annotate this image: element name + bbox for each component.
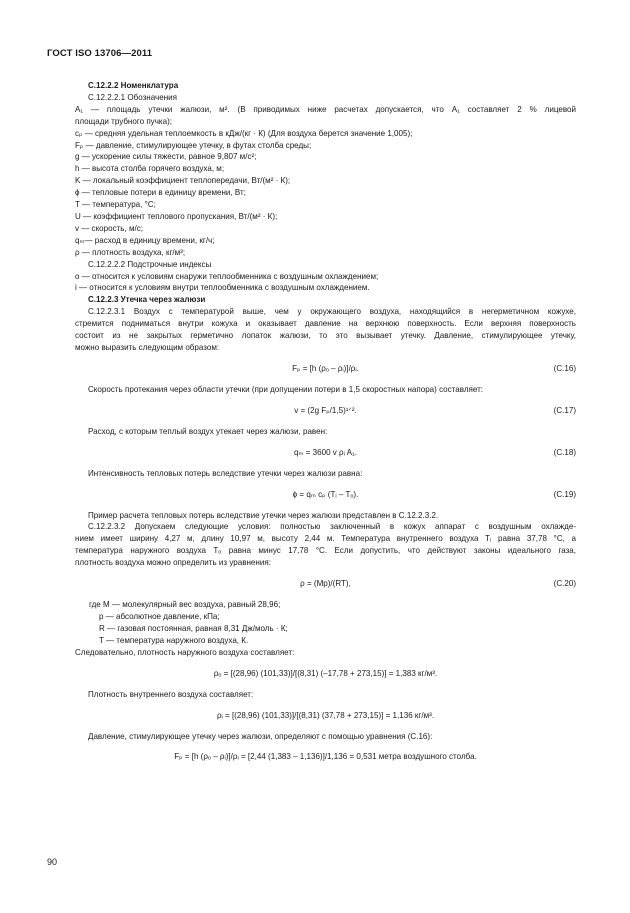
equation-rho-inside [75, 710, 576, 722]
equation-c18 [75, 447, 576, 459]
equation-number: (С.20) [553, 579, 576, 589]
section-heading: С.12.2.2 Номенклатура [88, 81, 179, 90]
symbol-line: площади трубного пучка); [75, 116, 172, 126]
equation-formula: ρ = (Mp)/(RT), [300, 579, 351, 589]
paragraph-line: Расход, с которым теплый воздух утекает через жалюзи, равен: [88, 426, 328, 436]
standard-header: ГОСТ ISO 13706—2011 [47, 48, 153, 59]
equation-number: (С.19) [553, 489, 576, 499]
symbol-line: Fₚ — давление, стимулирующее утечку, в футах столба среды; [75, 140, 312, 150]
subsection-heading: С.12.2.2.2 Подстрочные индексы [88, 259, 212, 269]
paragraph-line: Скорость протекания через области утечки (при допущении потери в 1,5 скоростных напора) составляет: [88, 384, 484, 394]
symbol-line: i — относится к условиям внутри теплообменника с воздушным охлаждением. [75, 283, 370, 293]
symbol-line: ϕ — тепловые потери в единицу времени, Вт; [75, 188, 246, 198]
equation-number: (С.17) [553, 405, 576, 415]
symbol-line: K — локальный коэффициент теплопередачи, Вт/(м² · К); [75, 176, 291, 186]
page-content [75, 80, 576, 763]
paragraph-line: С.12.2.3.2 Допускаем следующие условия: полностью заключенный в кожух аппарат с воздушным охлажде- [88, 522, 576, 532]
paragraph-line: температура наружного воздуха Tₒ равна минус 17,78 °С. Если допустить, что действуют законы идеального газа, [75, 546, 576, 556]
equation-formula: ρₒ = [(28,96) (101,33)]/[(8,31) (–17,78 + 273,15)] = 1,383 кг/м³. [213, 668, 438, 678]
paragraph-line: Плотность внутреннего воздуха составляет: [88, 689, 254, 699]
paragraph-line: Интенсивность тепловых потерь вследствие утечки через жалюзи равна: [88, 468, 363, 478]
equation-formula: Fₚ = [h (ρₒ – ρᵢ)]/ρᵢ = [2,44 (1,383 – 1,136)]/1,136 = 0,531 метра воздушного столба. [174, 752, 477, 762]
page-number: 90 [47, 857, 58, 867]
symbol-line: о — относится к условиям снаружи теплообменника с воздушным охлаждением; [75, 271, 379, 281]
equation-formula: qₘ = 3600 v ρᵢ A₁. [293, 447, 357, 457]
where-item: p — абсолютное давление, кПа; [99, 612, 220, 621]
where-item: где M — молекулярный вес воздуха, равный 28,96; [89, 600, 281, 610]
equation-formula: ρᵢ = [(28,96) (101,33)]/[(8,31) (37,78 + 273,15)] = 1,136 кг/м³. [216, 710, 435, 720]
symbol-line: ρ — плотность воздуха, кг/м³; [75, 247, 186, 257]
paragraph-line: можно выразить следующим образом: [75, 342, 220, 352]
equation-pressure-result [75, 751, 576, 763]
symbol-line: A₁ — площадь утечки жалюзи, м². (В приводимых ниже расчетах допускается, что A₁ составляет 2 % лицевой [75, 104, 576, 114]
symbol-line: qₘ— расход в единицу времени, кг/ч; [75, 235, 215, 245]
equation-number: (С.18) [553, 447, 576, 457]
symbol-line: v — скорость, м/с; [75, 223, 144, 233]
equation-c19 [75, 489, 576, 501]
equation-c20 [75, 578, 576, 590]
equation-c17 [75, 405, 576, 417]
paragraph-line: С.12.2.3.1 Воздух с температурой выше, чем у окружающего воздуха, находящийся в негерметичном кожухе, [88, 307, 576, 317]
symbol-line: g — ускорение силы тяжести, равное 9,807 м/с²; [75, 152, 257, 162]
paragraph-line: плотность воздуха можно определить из уравнения: [75, 558, 271, 568]
paragraph-line: Давление, стимулирующее утечку через жалюзи, определяют с помощью уравнения (С.16): [88, 731, 433, 741]
equation-c16 [75, 363, 576, 375]
equation-formula: ϕ = qₘ cₚ (Tᵢ – Tₒ). [292, 489, 359, 499]
equation-formula: Fₚ = [h (ρₒ – ρᵢ)]/ρᵢ. [292, 363, 359, 373]
equation-formula: v = (2g Fₚ/1,5)¹ᐟ². [294, 405, 357, 415]
symbol-line: T — температура, °С; [75, 200, 156, 210]
symbol-line: U — коэффициент теплового пропускания, Вт/(м² · К); [75, 211, 278, 221]
where-item: T — температура наружного воздуха, К. [99, 635, 249, 645]
paragraph-line: состоит из не закрытых герметично лопаток жалюзи, то это вызывает утечку. Давление, стимулирующее утечку, [75, 331, 576, 341]
equation-number: (С.16) [553, 363, 576, 373]
paragraph-line: стремится подниматься внутри кожуха и оказывает давление на верхнюю поверхность. Если верхняя поверхность [75, 319, 576, 329]
symbol-line: h — высота столба горячего воздуха, м; [75, 164, 225, 174]
section-heading: С.12.2.3 Утечка через жалюзи [88, 295, 206, 305]
symbol-line: cₚ — средняя удельная теплоемкость в кДж/(кг · К) (Для воздуха берется значение 1,005); [75, 128, 413, 138]
paragraph-line: нием имеет ширину 4,27 м, длину 10,97 м, высоту 2,44 м. Температура внутреннего воздуха Tᵢ равна 37,78 °С, а [75, 534, 576, 544]
equation-rho-outside [75, 668, 576, 680]
where-item: R — газовая постоянная, равная 8,31 Дж/моль · К; [99, 623, 288, 633]
subsection-heading: С.12.2.2.1 Обозначения [88, 92, 178, 102]
paragraph-line: Пример расчета тепловых потерь вследствие утечки через жалюзи представлен в С.12.2.3.2. [88, 510, 439, 520]
paragraph-line: Следовательно, плотность наружного воздуха составляет: [75, 647, 295, 657]
